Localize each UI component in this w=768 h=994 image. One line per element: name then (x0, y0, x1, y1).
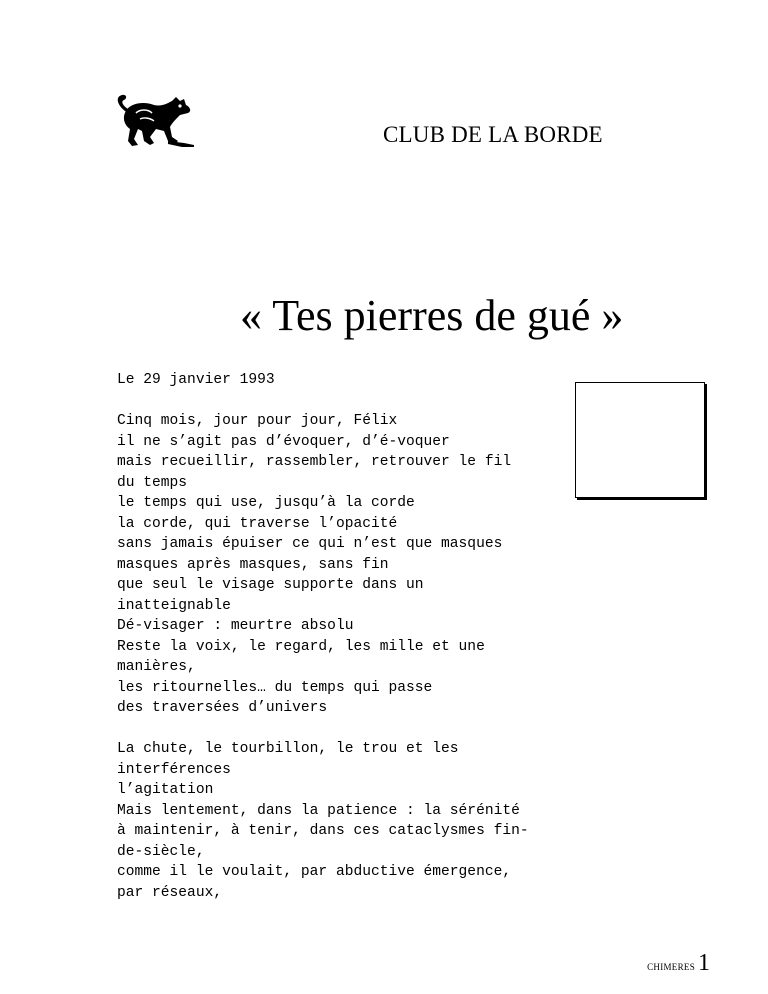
document-title: « Tes pierres de gué » (240, 291, 624, 340)
poem-line: manières, (117, 659, 196, 675)
club-header: CLUB DE LA BORDE (383, 122, 603, 147)
poem-line: l’agitation (117, 782, 214, 798)
poem-line: du temps (117, 474, 188, 491)
poem-line: interférences (117, 761, 231, 778)
journal-name: CHIMERES (647, 962, 695, 972)
photo-frame (575, 382, 705, 498)
poem-line: masques après masques, sans fin (117, 556, 389, 573)
poem-line: à maintenir, à tenir, dans ces cataclysmes fin- (117, 823, 529, 839)
poem-date: Le 29 janvier 1993 (117, 372, 275, 388)
poem-line: par réseaux, (117, 884, 223, 901)
poem-line: le temps qui use, jusqu’à la corde (117, 495, 415, 511)
page-number: 1 (698, 950, 710, 976)
poem-line: Dé-visager : meurtre absolu (117, 618, 354, 634)
poem-line: Reste la voix, le regard, les mille et une (117, 638, 485, 655)
poem-line: des traversées d’univers (117, 700, 328, 716)
poem-stanza-1 (117, 411, 577, 719)
poem-line: sans jamais épuiser ce qui n’est que masques (117, 536, 503, 552)
poem-line: La chute, le tourbillon, le trou et les (117, 741, 459, 757)
poem-line: Mais lentement, dans la patience : la sérénité (117, 802, 520, 819)
poem-line: la corde, qui traverse l’opacité (117, 515, 398, 532)
page-footer (647, 950, 710, 977)
poem-line: les ritournelles… du temps qui passe (117, 679, 433, 696)
poem-line: Cinq mois, jour pour jour, Félix (117, 413, 398, 429)
poem-line: il ne s’agit pas d’évoquer, d’é-voquer (117, 433, 450, 450)
poem-line: inatteignable (117, 597, 231, 614)
poem-stanza-2 (117, 739, 577, 903)
poem-line: comme il le voulait, par abductive émergence, (117, 864, 512, 880)
poem-line: mais recueillir, rassembler, retrouver le fil (117, 454, 512, 470)
poem-line: de-siècle, (117, 843, 205, 860)
lion-logo-icon (110, 93, 196, 149)
poem-line: que seul le visage supporte dans un (117, 577, 424, 593)
poem-body (117, 370, 577, 903)
